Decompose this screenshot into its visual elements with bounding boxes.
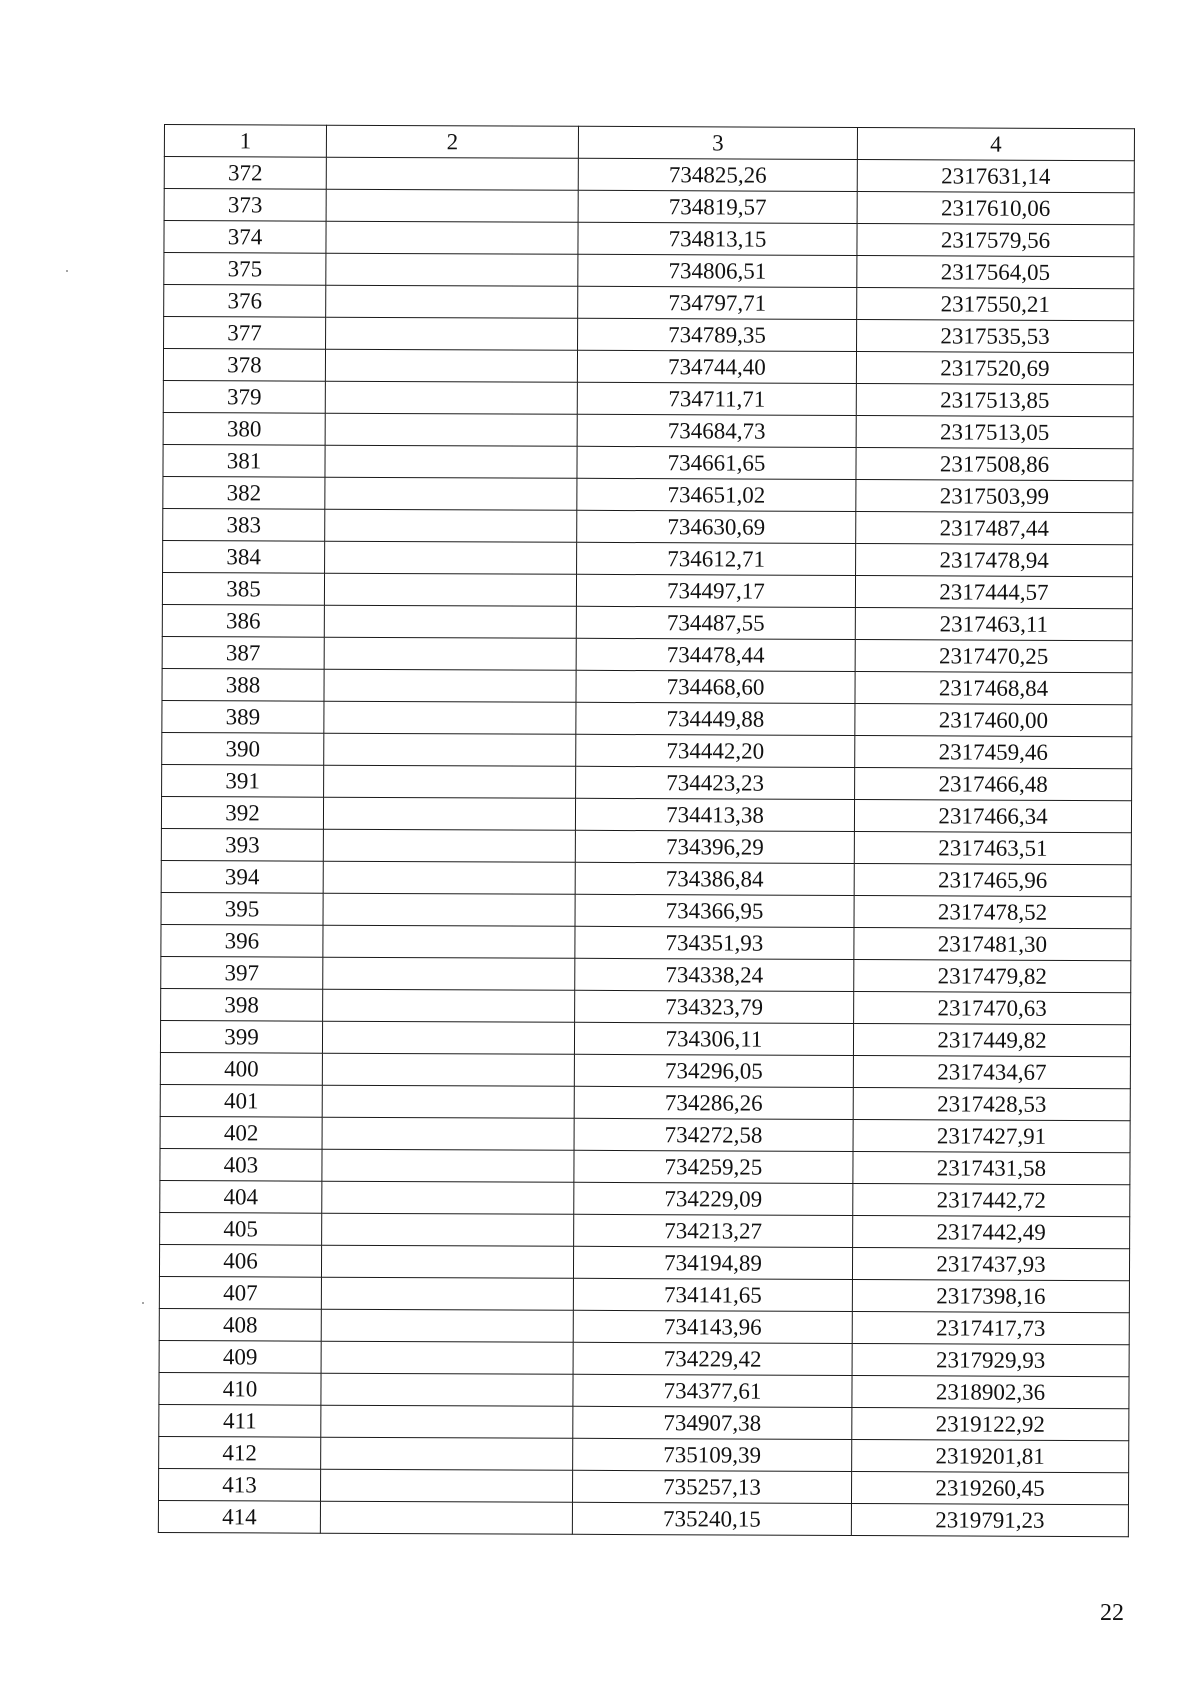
table-row <box>158 1500 1128 1536</box>
table-row <box>160 1180 1130 1216</box>
x-coordinate-cell: 734286,26 <box>574 1086 853 1119</box>
table-row <box>160 1116 1130 1152</box>
x-coordinate-cell: 734229,42 <box>573 1342 852 1375</box>
x-coordinate-cell: 735240,15 <box>572 1502 851 1535</box>
point-number-cell: 403 <box>160 1148 322 1181</box>
table-row <box>162 732 1132 768</box>
point-number-cell: 377 <box>164 317 326 350</box>
column-2-cell <box>320 1469 572 1502</box>
x-coordinate-cell: 734396,29 <box>575 830 854 863</box>
point-number-cell: 386 <box>162 604 324 637</box>
column-2-cell <box>320 1501 572 1534</box>
x-coordinate-cell: 734819,57 <box>578 190 857 223</box>
y-coordinate-cell: 2317470,63 <box>854 992 1131 1025</box>
point-number-cell: 408 <box>159 1308 321 1341</box>
point-number-cell: 400 <box>160 1052 322 1085</box>
table-row <box>162 700 1132 736</box>
column-2-cell <box>324 733 576 766</box>
table-row <box>164 221 1134 257</box>
y-coordinate-cell: 2317520,69 <box>856 352 1133 385</box>
table-row <box>159 1276 1129 1312</box>
column-2-cell <box>325 445 577 478</box>
x-coordinate-cell: 734377,61 <box>573 1374 852 1407</box>
y-coordinate-cell: 2317481,30 <box>854 928 1131 961</box>
x-coordinate-cell: 734797,71 <box>578 286 857 319</box>
x-coordinate-cell: 734338,24 <box>575 958 854 991</box>
column-2-cell <box>322 1053 574 1086</box>
y-coordinate-cell: 2317442,72 <box>853 1184 1130 1217</box>
y-coordinate-cell: 2317468,84 <box>855 672 1132 705</box>
x-coordinate-cell: 734744,40 <box>577 350 856 383</box>
point-number-cell: 414 <box>158 1500 320 1533</box>
table-row <box>159 1244 1129 1280</box>
scan-speck <box>66 270 68 272</box>
table-row <box>160 1212 1130 1248</box>
column-header-3: 3 <box>578 126 857 159</box>
table-row <box>161 956 1131 992</box>
point-number-cell: 374 <box>164 221 326 254</box>
header-row <box>164 125 1134 161</box>
point-number-cell: 394 <box>161 860 323 893</box>
column-header-1: 1 <box>164 125 326 158</box>
column-2-cell <box>326 253 578 286</box>
y-coordinate-cell: 2317631,14 <box>857 160 1134 193</box>
point-number-cell: 413 <box>158 1468 320 1501</box>
table-row <box>164 157 1134 193</box>
y-coordinate-cell: 2317444,57 <box>855 576 1132 609</box>
point-number-cell: 409 <box>159 1340 321 1373</box>
column-2-cell <box>325 381 577 414</box>
y-coordinate-cell: 2317434,67 <box>853 1056 1130 1089</box>
column-2-cell <box>321 1341 573 1374</box>
column-2-cell <box>322 1085 574 1118</box>
column-2-cell <box>325 541 577 574</box>
column-header-2: 2 <box>326 125 578 158</box>
table-row <box>159 1436 1129 1472</box>
y-coordinate-cell: 2319201,81 <box>852 1440 1129 1473</box>
column-2-cell <box>323 925 575 958</box>
table-row <box>162 636 1132 672</box>
x-coordinate-cell: 734661,65 <box>577 446 856 479</box>
table-row <box>159 1372 1129 1408</box>
table-row <box>158 1468 1128 1504</box>
point-number-cell: 401 <box>160 1084 322 1117</box>
scan-speck <box>142 1302 144 1304</box>
x-coordinate-cell: 734825,26 <box>578 158 857 191</box>
table-row <box>160 1148 1130 1184</box>
y-coordinate-cell: 2317513,85 <box>856 384 1133 417</box>
x-coordinate-cell: 734213,27 <box>574 1214 853 1247</box>
x-coordinate-cell: 734487,55 <box>576 606 855 639</box>
x-coordinate-cell: 734272,58 <box>574 1118 853 1151</box>
column-2-cell <box>324 573 576 606</box>
y-coordinate-cell: 2317460,00 <box>855 704 1132 737</box>
column-2-cell <box>324 765 576 798</box>
y-coordinate-cell: 2317463,51 <box>854 832 1131 865</box>
x-coordinate-cell: 734497,17 <box>576 574 855 607</box>
y-coordinate-cell: 2319260,45 <box>851 1472 1128 1505</box>
column-2-cell <box>323 797 575 830</box>
x-coordinate-cell: 734296,05 <box>574 1054 853 1087</box>
point-number-cell: 387 <box>162 636 324 669</box>
y-coordinate-cell: 2317417,73 <box>852 1312 1129 1345</box>
x-coordinate-cell: 734306,11 <box>574 1022 853 1055</box>
table-row <box>159 1308 1129 1344</box>
y-coordinate-cell: 2317610,06 <box>857 192 1134 225</box>
x-coordinate-cell: 734413,38 <box>575 798 854 831</box>
table-row <box>161 796 1131 832</box>
point-number-cell: 385 <box>162 572 324 605</box>
y-coordinate-cell: 2317478,94 <box>856 544 1133 577</box>
y-coordinate-cell: 2317513,05 <box>856 416 1133 449</box>
table-row <box>161 828 1131 864</box>
x-coordinate-cell: 734259,25 <box>574 1150 853 1183</box>
x-coordinate-cell: 734612,71 <box>577 542 856 575</box>
point-number-cell: 379 <box>163 380 325 413</box>
column-2-cell <box>323 989 575 1022</box>
table-row <box>162 764 1132 800</box>
column-2-cell <box>322 1021 574 1054</box>
table-row <box>163 444 1133 480</box>
y-coordinate-cell: 2317449,82 <box>853 1024 1130 1057</box>
column-header-4: 4 <box>857 128 1134 161</box>
y-coordinate-cell: 2319791,23 <box>851 1504 1128 1537</box>
column-2-cell <box>321 1405 573 1438</box>
column-2-cell <box>326 285 578 318</box>
column-2-cell <box>326 157 578 190</box>
x-coordinate-cell: 734813,15 <box>578 222 857 255</box>
y-coordinate-cell: 2317479,82 <box>854 960 1131 993</box>
table-row <box>160 1052 1130 1088</box>
y-coordinate-cell: 2317929,93 <box>852 1344 1129 1377</box>
point-number-cell: 378 <box>163 349 325 382</box>
point-number-cell: 412 <box>159 1436 321 1469</box>
column-2-cell <box>324 637 576 670</box>
x-coordinate-cell: 734386,84 <box>575 862 854 895</box>
column-2-cell <box>321 1277 573 1310</box>
y-coordinate-cell: 2317550,21 <box>857 288 1134 321</box>
point-number-cell: 399 <box>160 1020 322 1053</box>
y-coordinate-cell: 2317459,46 <box>855 736 1132 769</box>
x-coordinate-cell: 734478,44 <box>576 638 855 671</box>
table-row <box>164 285 1134 321</box>
point-number-cell: 381 <box>163 444 325 477</box>
x-coordinate-cell: 734468,60 <box>576 670 855 703</box>
column-2-cell <box>323 893 575 926</box>
point-number-cell: 407 <box>159 1276 321 1309</box>
column-2-cell <box>323 829 575 862</box>
table-row <box>163 349 1133 385</box>
y-coordinate-cell: 2317431,58 <box>853 1152 1130 1185</box>
table-row <box>162 604 1132 640</box>
point-number-cell: 383 <box>163 508 325 541</box>
column-2-cell <box>325 349 577 382</box>
table-header <box>164 125 1134 161</box>
y-coordinate-cell: 2317508,86 <box>856 448 1133 481</box>
column-2-cell <box>321 1373 573 1406</box>
table-row <box>159 1404 1129 1440</box>
column-2-cell <box>326 189 578 222</box>
point-number-cell: 389 <box>162 700 324 733</box>
table-row <box>161 860 1131 896</box>
x-coordinate-cell: 734323,79 <box>575 990 854 1023</box>
table-row <box>163 476 1133 512</box>
table-row <box>164 317 1134 353</box>
x-coordinate-cell: 734449,88 <box>576 702 855 735</box>
table-row <box>161 892 1131 928</box>
x-coordinate-cell: 734366,95 <box>575 894 854 927</box>
point-number-cell: 395 <box>161 892 323 925</box>
column-2-cell <box>321 1309 573 1342</box>
x-coordinate-cell: 734711,71 <box>577 382 856 415</box>
x-coordinate-cell: 734351,93 <box>575 926 854 959</box>
table-row <box>162 572 1132 608</box>
point-number-cell: 380 <box>163 412 325 445</box>
column-2-cell <box>326 317 578 350</box>
column-2-cell <box>324 669 576 702</box>
y-coordinate-cell: 2318902,36 <box>852 1376 1129 1409</box>
x-coordinate-cell: 734789,35 <box>578 318 857 351</box>
table-row <box>160 1020 1130 1056</box>
coordinates-table <box>158 124 1135 1537</box>
table-row <box>161 924 1131 960</box>
point-number-cell: 398 <box>161 988 323 1021</box>
y-coordinate-cell: 2317478,52 <box>854 896 1131 929</box>
point-number-cell: 411 <box>159 1404 321 1437</box>
y-coordinate-cell: 2317470,25 <box>855 640 1132 673</box>
table-row <box>159 1340 1129 1376</box>
y-coordinate-cell: 2317503,99 <box>856 480 1133 513</box>
column-2-cell <box>321 1437 573 1470</box>
column-2-cell <box>325 477 577 510</box>
x-coordinate-cell: 734651,02 <box>577 478 856 511</box>
column-2-cell <box>326 221 578 254</box>
point-number-cell: 406 <box>159 1244 321 1277</box>
point-number-cell: 372 <box>164 157 326 190</box>
point-number-cell: 397 <box>161 956 323 989</box>
y-coordinate-cell: 2317428,53 <box>853 1088 1130 1121</box>
x-coordinate-cell: 734423,23 <box>576 766 855 799</box>
x-coordinate-cell: 735109,39 <box>573 1438 852 1471</box>
table-row <box>161 988 1131 1024</box>
table-row <box>163 412 1133 448</box>
table-row <box>163 540 1133 576</box>
point-number-cell: 375 <box>164 253 326 286</box>
y-coordinate-cell: 2317437,93 <box>852 1248 1129 1281</box>
column-2-cell <box>322 1117 574 1150</box>
point-number-cell: 384 <box>163 540 325 573</box>
point-number-cell: 392 <box>161 796 323 829</box>
column-2-cell <box>325 413 577 446</box>
x-coordinate-cell: 734907,38 <box>573 1406 852 1439</box>
table-row <box>164 253 1134 289</box>
x-coordinate-cell: 734229,09 <box>574 1182 853 1215</box>
column-2-cell <box>322 1181 574 1214</box>
x-coordinate-cell: 734143,96 <box>573 1310 852 1343</box>
table-row <box>164 189 1134 225</box>
y-coordinate-cell: 2317579,56 <box>857 224 1134 257</box>
x-coordinate-cell: 734141,65 <box>573 1278 852 1311</box>
table-row <box>160 1084 1130 1120</box>
point-number-cell: 390 <box>162 732 324 765</box>
x-coordinate-cell: 734194,89 <box>573 1246 852 1279</box>
x-coordinate-cell: 735257,13 <box>572 1470 851 1503</box>
y-coordinate-cell: 2317466,34 <box>854 800 1131 833</box>
column-2-cell <box>324 701 576 734</box>
point-number-cell: 396 <box>161 924 323 957</box>
y-coordinate-cell: 2317564,05 <box>857 256 1134 289</box>
column-2-cell <box>323 861 575 894</box>
y-coordinate-cell: 2317427,91 <box>853 1120 1130 1153</box>
point-number-cell: 382 <box>163 476 325 509</box>
page-number: 22 <box>1100 1600 1124 1626</box>
point-number-cell: 410 <box>159 1372 321 1405</box>
table-row <box>163 508 1133 544</box>
table-row <box>163 380 1133 416</box>
table-row <box>162 668 1132 704</box>
column-2-cell <box>322 1149 574 1182</box>
y-coordinate-cell: 2317466,48 <box>855 768 1132 801</box>
y-coordinate-cell: 2317398,16 <box>852 1280 1129 1313</box>
y-coordinate-cell: 2317535,53 <box>857 320 1134 353</box>
column-2-cell <box>325 509 577 542</box>
x-coordinate-cell: 734684,73 <box>577 414 856 447</box>
point-number-cell: 373 <box>164 189 326 222</box>
column-2-cell <box>322 1213 574 1246</box>
y-coordinate-cell: 2319122,92 <box>852 1408 1129 1441</box>
x-coordinate-cell: 734442,20 <box>576 734 855 767</box>
table-body <box>158 157 1134 1537</box>
y-coordinate-cell: 2317465,96 <box>854 864 1131 897</box>
point-number-cell: 376 <box>164 285 326 318</box>
point-number-cell: 388 <box>162 668 324 701</box>
point-number-cell: 402 <box>160 1116 322 1149</box>
y-coordinate-cell: 2317463,11 <box>855 608 1132 641</box>
point-number-cell: 404 <box>160 1180 322 1213</box>
column-2-cell <box>323 957 575 990</box>
x-coordinate-cell: 734630,69 <box>577 510 856 543</box>
column-2-cell <box>324 605 576 638</box>
x-coordinate-cell: 734806,51 <box>578 254 857 287</box>
point-number-cell: 391 <box>162 764 324 797</box>
column-2-cell <box>321 1245 573 1278</box>
point-number-cell: 393 <box>161 828 323 861</box>
point-number-cell: 405 <box>160 1212 322 1245</box>
y-coordinate-cell: 2317442,49 <box>853 1216 1130 1249</box>
y-coordinate-cell: 2317487,44 <box>856 512 1133 545</box>
